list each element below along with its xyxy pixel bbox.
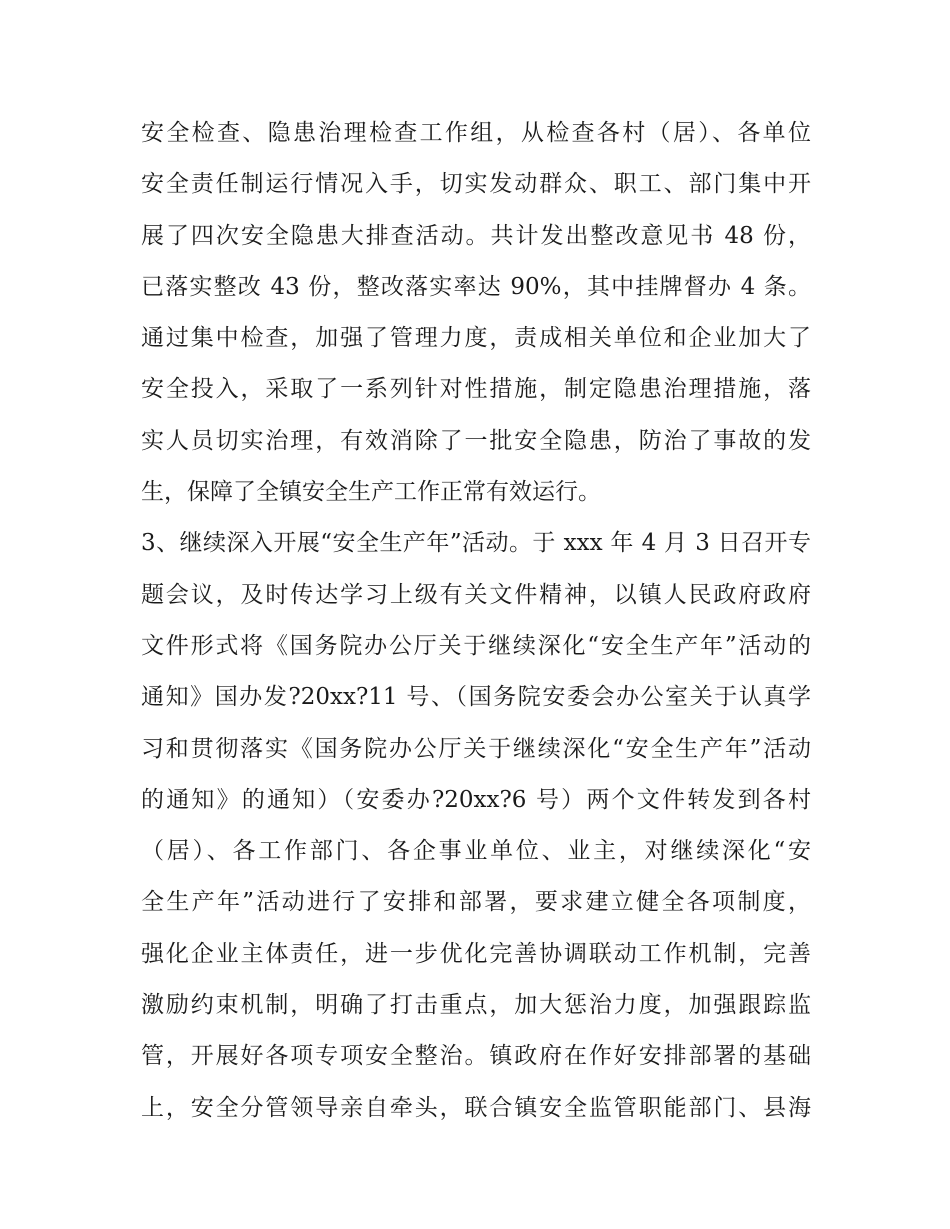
text-line: 展了四次安全隐患大排查活动。共计发出整改意见书 48 份， bbox=[141, 222, 811, 249]
text-line: 文件形式将《国务院办公厅关于继续深化“安全生产年”活动的 bbox=[141, 632, 811, 659]
text-line: 安全投入，采取了一系列针对性措施，制定隐患治理措施，落 bbox=[141, 376, 811, 403]
text-line: 生，保障了全镇安全生产工作正常有效运行。 bbox=[141, 479, 601, 506]
text-line: 通过集中检查，加强了管理力度，责成相关单位和企业加大了 bbox=[141, 325, 811, 352]
text-line: 安全责任制运行情况入手，切实发动群众、职工、部门集中开 bbox=[141, 171, 811, 198]
text-line: 通知》国办发?20xx?11 号、（国务院安委会办公室关于认真学 bbox=[141, 684, 811, 711]
text-line: 管，开展好各项专项安全整治。镇政府在作好安排部署的基础 bbox=[141, 1043, 811, 1070]
text-line: 全生产年”活动进行了安排和部署，要求建立健全各项制度， bbox=[141, 889, 811, 916]
text-line: 题会议，及时传达学习上级有关文件精神，以镇人民政府政府 bbox=[141, 581, 811, 608]
text-line: 安全检查、隐患治理检查工作组，从检查各村（居）、各单位 bbox=[141, 120, 811, 146]
text-line: 强化企业主体责任，进一步优化完善协调联动工作机制，完善 bbox=[141, 940, 811, 967]
text-line: 习和贯彻落实《国务院办公厅关于继续深化“安全生产年”活动 bbox=[141, 735, 811, 762]
body-text bbox=[141, 108, 811, 1134]
text-line: （居）、各工作部门、各企事业单位、业主，对继续深化“安 bbox=[141, 838, 811, 865]
text-line: 已落实整改 43 份，整改落实率达 90%，其中挂牌督办 4 条。 bbox=[141, 273, 811, 300]
text-line: 的通知》的通知）（安委办?20xx?6 号）两个文件转发到各村 bbox=[141, 786, 811, 813]
text-line: 激励约束机制，明确了打击重点，加大惩治力度，加强跟踪监 bbox=[141, 992, 811, 1019]
text-line: 实人员切实治理，有效消除了一批安全隐患，防治了事故的发 bbox=[141, 427, 811, 454]
text-line: 上，安全分管领导亲自牵头，联合镇安全监管职能部门、县海 bbox=[141, 1094, 811, 1121]
text-line: 3、继续深入开展“安全生产年”活动。于 xxx 年 4 月 3 日召开专 bbox=[141, 530, 811, 557]
